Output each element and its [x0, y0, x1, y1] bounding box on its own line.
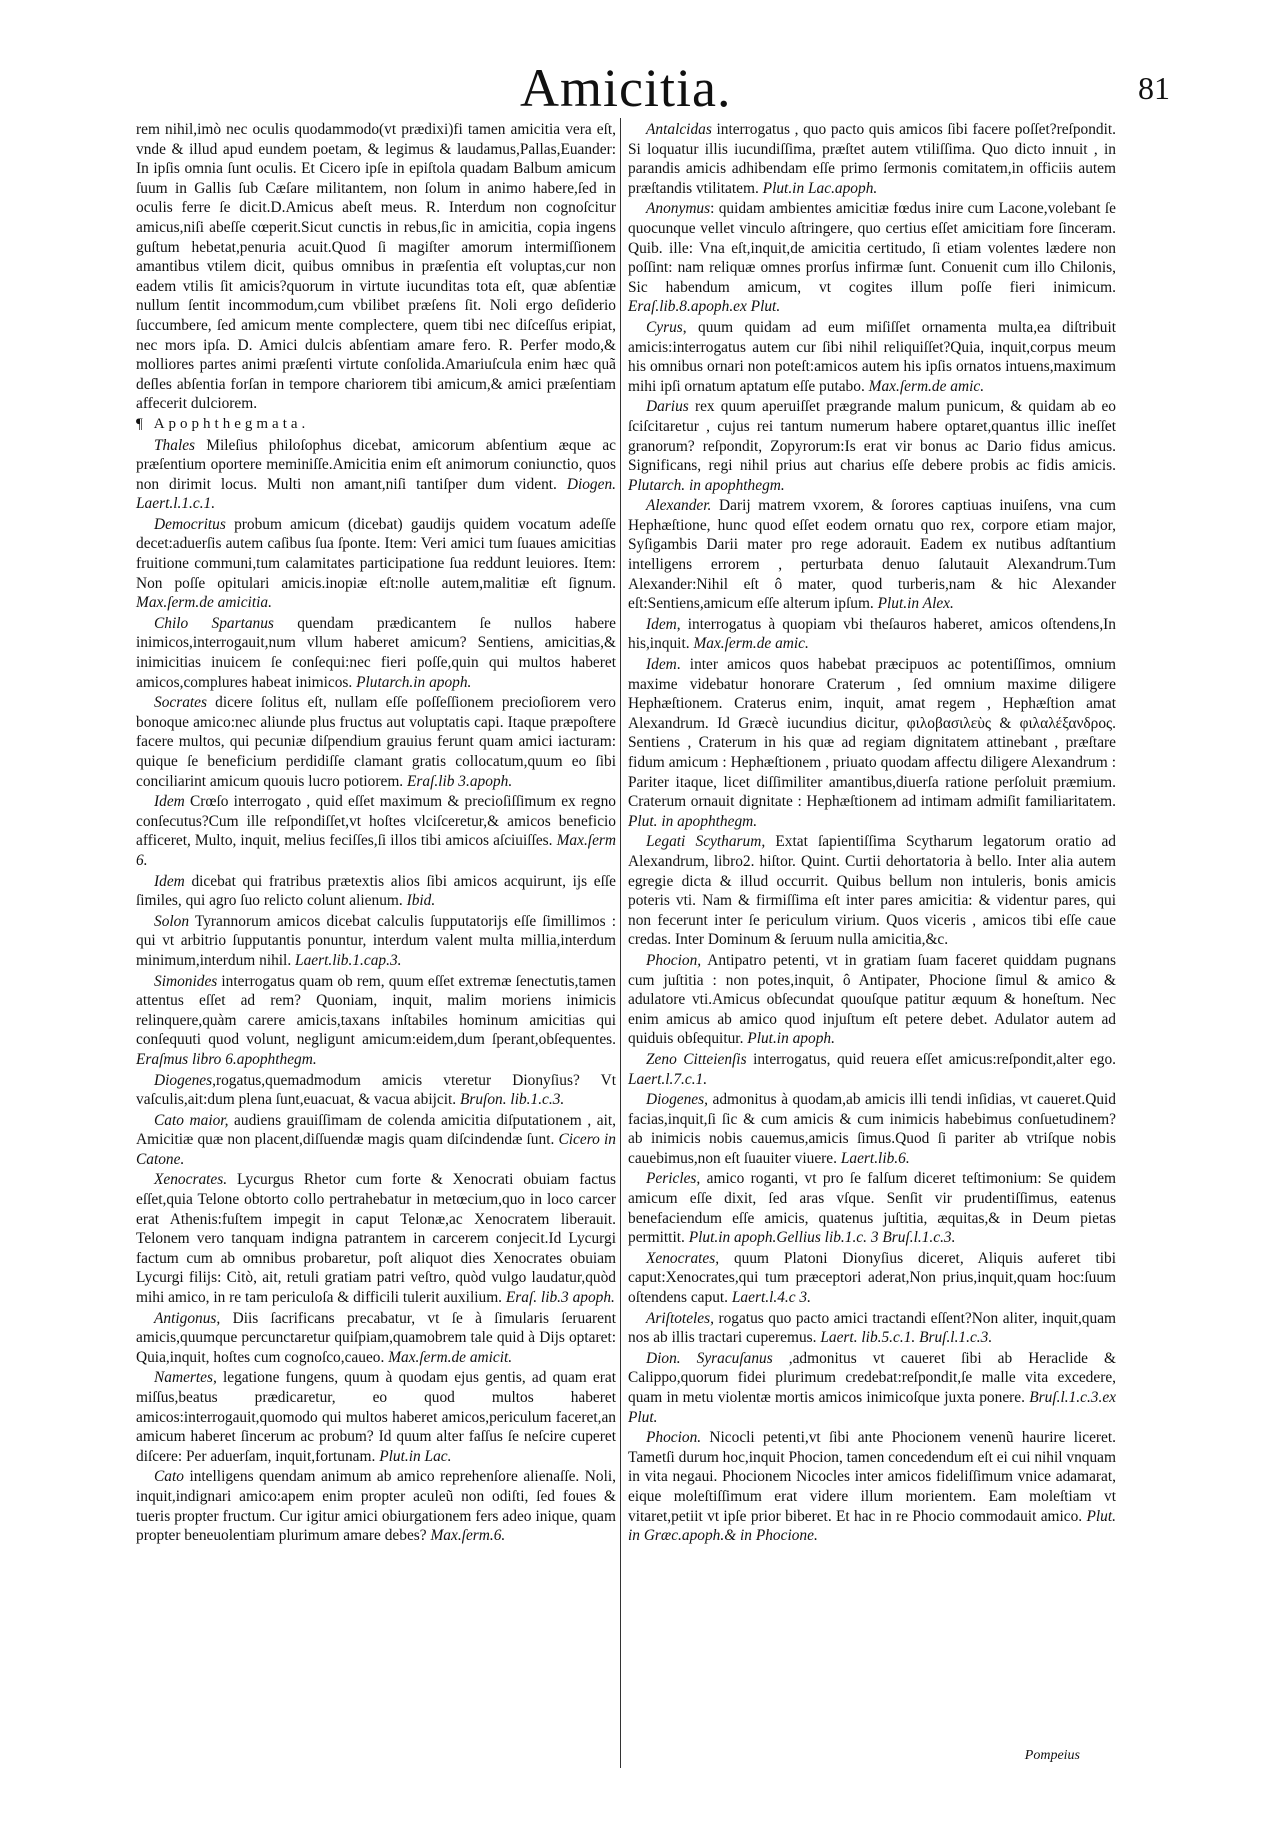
apophthegm-entry: [628, 496, 1116, 614]
apophthegm-entry: [136, 792, 616, 870]
entry-text: , interrogatus à quopiam vbi theſauros haberet, amicos oſtendens,In his,inquit.: [628, 615, 1116, 653]
apophthegm-entry: [628, 1169, 1116, 1247]
entry-text: , quum quidam ad eum miſiſſet ornamenta multa,ea diſtribuit amicis:interrogatus autem cur ſibi nihil reliquiſſet?Quia, inquit,corpus meum his omnibus ornari non poteſt:amicos autem his ipſis ornatos intuens,maximum mihi ipſi ornatum aptatum eſſe putabo.: [628, 318, 1116, 395]
entry-source-citation: Max.ſerm 6.: [136, 832, 616, 869]
apophthegm-entry: [628, 1090, 1116, 1168]
entry-text: legatione fungens, quum à quodam ejus gentis, ad quam erat miſſus,beatus prædicaretur, eo quod multos haberet amicos:interrogauit,quomodo qui multos haberet amicos,periculum faceret,an amicum haberet ſincerum ac probum? Id quum alter faſſus ſe neſcire cuperet diſcere: Per aduerſam, inquit,fortunam.: [136, 1369, 616, 1465]
entry-speaker: Antigonus,: [154, 1309, 221, 1327]
entry-source-citation: Laert. lib.5.c.1. Bruſ.l.1.c.3.: [820, 1329, 993, 1347]
entry-text: rex quum aperuiſſet prægrande malum punicum, & quidam ab eo ſciſcitaretur , cujus rei tantum numerum habere optaret,quantus illic ineſſet granorum? reſpondit, Zopyrorum:Is erat vir bonus ac Dario fidus amicus. Significans, regi nihil prius aut charius eſſe debere probis ac fidis amicis.: [628, 398, 1116, 475]
entry-source-citation: Plut. in Græc.apoph.& in Phocione.: [628, 1507, 1116, 1545]
entry-speaker: Diogenes,: [646, 1091, 708, 1109]
entry-text: audiens grauiſſimam de colenda amicitia diſputationem , ait, Amicitiæ quæ non placent,diſſuendæ magis quam diſcindendæ ſunt.: [136, 1111, 616, 1149]
entry-speaker: Antalcidas: [646, 121, 712, 138]
entry-text: ,admonitus vt caueret ſibi ab Heraclide & Calippo,quorum fidei plurimum credebat:reſpondit,ſe malle vita excedere, quam in metu violentæ mortis amicos inimicoſque juxta ponere.: [628, 1349, 1116, 1406]
entry-speaker: Chilo Spartanus: [154, 614, 274, 632]
entry-source-citation: Max.ſerm.de amic.: [693, 635, 809, 653]
entry-source-citation: Eraſ. lib.3 apoph.: [505, 1289, 615, 1307]
entry-text: ,rogatus,quemadmodum amicis vteretur Dionyſius? Vt vaſculis,ait:dum plena ſunt,euacuat, & vacua abijcit.: [136, 1071, 616, 1109]
entry-speaker: Anonymus: [646, 200, 711, 218]
apophthegm-entry: [136, 614, 616, 692]
entry-text: quendam prædicantem ſe nullos habere inimicos,interrogauit,num vllum haberet amicum? Sentiens, amicitias,& inimicitias inuicem ſe conſequi:nec fieri poſſe,quin qui multos haberet amicos,complures habeat inimicos.: [136, 614, 616, 691]
entry-speaker: Socrates: [154, 694, 208, 712]
entry-speaker: Thales: [154, 436, 196, 454]
apophthegm-entry: [136, 1467, 616, 1545]
entry-speaker: Darius: [646, 398, 689, 416]
running-title: Amicitia.: [520, 58, 732, 118]
entry-text: Tyrannorum amicos dicebat calculis ſupputatorijs eſſe ſimillimos : qui vt arbitrio ſupputantis ponuntur, interdum valent multa millia,interdum minimum,interdum nihil.: [136, 912, 616, 969]
entry-text: probum amicum (dicebat) gaudijs quidem vocatum adeſſe decet:aduerſis autem caſibus ſua ſponte. Item: Veri amici tum ſuaues amicitias fruitione communi,tum calamitates participatione ſua reddunt leuiores. Item: Non poſſe opitulari amicis.inopiæ eſt:nolle autem,malitiæ eſt ſignum.: [136, 515, 616, 592]
entry-source-citation: Plut.in Alex.: [877, 595, 954, 613]
apophthegm-entry: [136, 436, 616, 514]
entry-source-citation: Max.ſerm.de amicitia.: [136, 594, 272, 612]
entry-source-citation: Laert.l.4.c 3.: [731, 1289, 811, 1307]
entry-speaker: Idem: [646, 615, 677, 633]
entry-text: quum Platoni Dionyſius diceret, Aliquis auferet tibi caput:Xenocrates,qui tum præceptori aderat,Non prius,inquit,quam hoc:ſuum oſtendens caput.: [628, 1249, 1116, 1307]
entry-text: interrogatus quam ob rem, quum eſſet extremæ ſenectutis,tamen attentus eſſet ad rem? Quoniam, inquit, malim moriens inimicis relinquere,quàm carere amicis,taxans inſtabiles hominum amicitias qui conſequuti quod volunt, negligunt amicum:eidem,dum ſperant,obſequentes.: [136, 972, 616, 1049]
entry-speaker: Zeno Citteienſis: [646, 1050, 747, 1068]
entry-source-citation: Plutarch.in apoph.: [356, 673, 472, 691]
entry-speaker: Idem: [154, 793, 185, 811]
entry-text: amico roganti, vt pro ſe falſum diceret teſtimonium: Se quidem amicum eſſe dixit, ſed aras vſque. Senſit vir prudentiſſimus, eatenus benefaciendum eſſe amicis, quatenus juſtitia, æquitas,& in Deum pietas permittit.: [628, 1170, 1116, 1247]
entry-source-citation: Eraſ.lib.8.apoph.ex Plut.: [628, 298, 781, 316]
apophthegm-entry: [628, 655, 1116, 831]
apophthegm-entry: [136, 1170, 616, 1307]
apophthegm-entry: [628, 1309, 1116, 1348]
entry-speaker: Diogenes: [154, 1071, 213, 1089]
entry-source-citation: Diogen. Laert.l.1.c.1.: [136, 475, 616, 513]
entry-source-citation: Laert.lib.1.cap.3.: [295, 951, 402, 969]
page-header: [0, 58, 1261, 118]
entry-text: dicebat qui fratribus prætextis alios ſibi amicos acquirunt, ijs eſſe ſimiles, qui agro ſuo relicto colunt alienum.: [136, 872, 616, 910]
entry-speaker: Cyrus: [646, 318, 683, 336]
entry-speaker: Idem: [646, 656, 677, 674]
entry-source-citation: Plut. in apophthegm.: [628, 812, 758, 830]
apophthegm-entry: [628, 1349, 1116, 1427]
apophthegm-entry: [136, 912, 616, 971]
apophthegm-entry: [628, 615, 1116, 654]
column-divider: [620, 118, 621, 1768]
page-number: 81: [1138, 70, 1170, 106]
entry-speaker: Cato maior,: [154, 1111, 229, 1129]
catchword: Pompeius: [1024, 1748, 1080, 1763]
entry-source-citation: Laert.lib.6.: [840, 1149, 910, 1167]
entry-speaker: Pericles,: [646, 1170, 701, 1188]
apophthegm-entry: [628, 318, 1116, 396]
entry-text: rogatus quo pacto amici tractandi eſſent?Non aliter, inquit,quam nos ab illis tractari cuperemus.: [628, 1309, 1116, 1347]
entry-text: Nicocli petenti,vt ſibi ante Phocionem venenũ haurire liceret. Tametſi durum hoc,inquit Phocion, tamen concedendum eſt ei cui nihil vnquam in vita negaui. Phocionem Nicocles inter amicos fideliſſimum vnice adamarat, eique moleſtiſſimum erat videre illum morientem. Eam moleſtiam vt vitaret,petiit vt ipſe prior biberet. Et hac in re Phocio commodauit amico.: [628, 1429, 1116, 1525]
entry-speaker: Democritus: [154, 515, 226, 533]
apophthegm-entry: [136, 1071, 616, 1110]
entry-speaker: Phocion,: [646, 951, 702, 969]
entry-speaker: Namertes,: [154, 1369, 217, 1387]
apophthegm-entry: [628, 832, 1116, 950]
entry-text: interrogatus, quid reuera eſſet amicus:reſpondit,alter ego.: [746, 1050, 1116, 1068]
entry-text: Antipatro petenti, vt in gratiam ſuam faceret quiddam pugnans cum juſtitia : non potes,inquit, ô Antipater, Phocione ſimul & amico & adulatore vti.Amicus obſecundat quouſque patitur æquum & honeſtum. Nec enim amicus ab amico quod injuſtum eſt petere debet. Adulator autem ad quiduis obſequitur.: [628, 951, 1116, 1048]
entry-speaker: Phocion.: [646, 1429, 702, 1447]
entry-source-citation: Plut.in apoph.: [747, 1030, 835, 1048]
apophthegm-entry: [628, 120, 1116, 198]
entry-source-citation: Laert.l.7.c.1.: [628, 1070, 708, 1088]
entry-speaker: Xenocrates,: [646, 1249, 720, 1267]
entry-text: intelligens quendam animum ab amico reprehenſore alienaſſe. Noli, inquit,indignari amico:apem enim propter aculeũ non odiſti, ſed foues & tueris propter fructum. Cur igitur amici obiurgationem fers adeo inique, quam propter beneuolentiam plurimum amare debes?: [136, 1468, 616, 1545]
apophthegm-entry: [628, 1050, 1116, 1089]
entry-text: admonitus à quodam,ab amicis illi tendi inſidias, vt caueret.Quid facias,inquit,ſi ſic & cum amicis & cum inimicis habebimus conſuetudinem? ab inimicis nobis cauemus,amicis ſimus.Quod ſi pariter ab vtriſque nobis cauebimus,non eſt ſuauiter viuere.: [628, 1091, 1116, 1167]
entry-speaker: Alexander.: [646, 497, 712, 515]
entry-source-citation: Ibid.: [406, 892, 436, 910]
entry-speaker: Xenocrates.: [154, 1171, 228, 1189]
apophthegm-entry: [136, 872, 616, 911]
entry-source-citation: Plut.in Lac.apoph.: [762, 179, 878, 197]
entry-speaker: Idem: [154, 872, 185, 890]
entry-source-citation: Max.ſerm.de amic.: [868, 377, 985, 395]
entry-speaker: Dion. Syracuſanus: [646, 1349, 773, 1367]
entry-text: Mileſius philoſophus dicebat, amicorum abſentium æque ac præſentium oportere meminiſſe.Amicitia enim eſt animorum coniunctio, quos non dirimit locus. Multi non amant,niſi tantiſper dum vident.: [136, 436, 616, 493]
apophthegm-entry: [628, 199, 1116, 317]
entry-source-citation: Max.ſerm.6.: [430, 1527, 506, 1545]
entry-text: Diis ſacrificans precabatur, vt ſe à ſimularis ſeruarent amicis,quumque percunctaretur quiſpiam,quamobrem tale quid à Dijs optaret: Quia,inquit, hoſtes cum cognoſco,caueo.: [136, 1309, 616, 1366]
entry-text: Darij matrem vxorem, & ſorores captiuas inuiſens, vna cum Hephæſtione, hunc quod eſſet eodem ornatu quo rex, corpore etiam major, Syſigambis Darii mater pro rege adorauit. Eadem ex nutibus adſtantium intelligens errorem , perturbata denuo ſalutauit Alexandrum.Tum Alexander:Nihil eſt ô mater, quod turberis,nam & hic Alexander eſt:Sentiens,amicum eſſe alterum ipſum.: [628, 497, 1116, 613]
entry-speaker: Cato: [154, 1468, 184, 1486]
entry-text: : quidam ambientes amicitiæ fœdus inire cum Lacone,volebant ſe quocunque vellet vinculo aſtringere, quo certius eſſet amicitiam fore ſinceram. Quib. ille: Vna eſt,inquit,de amicitia certitudo, ſi etiam volentes lædere non poſſint: nam reliquæ omnes prorſus infirmæ ſunt. Conuenit cum illo Chilonis, Sic habendum amicum, vt cogites illum poſſe fieri inimicum.: [628, 200, 1116, 296]
entry-speaker: Simonides: [154, 972, 218, 990]
entry-text: Extat ſapientiſſima Scytharum legatorum oratio ad Alexandrum, libro2. hiſtor. Quint. Curtii dehortatoria à bello. Inter alia autem egregie dicta & illud occurrit. Quibus bellum non intuleris, bonis amicis poteris vti. Nam & firmiſſima eſt inter pares amicitia: & videntur pares, qui non fecerunt inter ſe periculum virium. Quos viceris , amicos tibi eſſe caue credas. Inter Dominum & ſeruum nulla amicitia,&c.: [628, 833, 1116, 949]
apophthegm-entry: [136, 1111, 616, 1170]
entry-source-citation: Bruſon. lib.1.c.3.: [459, 1091, 565, 1109]
apophthegm-entry: [136, 1368, 616, 1466]
apophthegm-entry: [136, 1309, 616, 1368]
entry-speaker: Legati Scytharum,: [646, 833, 766, 851]
apophthegm-entry: [628, 951, 1116, 1049]
entry-text: . inter amicos quos habebat præcipuos ac potentiſſimos, omnium maxime videbatur honorare Craterum , ſed omnium maxime diligere Hephæſtionem. Craterus enim, inquit, amat regem , Hephæſtion amat Alexandrum. Id Græcè iucundius dicitur, φιλοβασιλεὺς & φιλαλέξανδρος. Sentiens , Craterum in his quæ ad regiam dignitatem attinebant , præſtare fidum amicum : Hephæſtionem , priuato quodam affectu diligere Alexandrum : Pariter itaque, licet diſſimiliter amantibus,diuerſa ratione perſoluit præmium. Craterum ornauit dignitate : Hephæſtionem ad intimam admiſit familiaritatem.: [628, 656, 1116, 811]
entry-source-citation: Cicero in Catone.: [136, 1131, 616, 1168]
apophthegm-entry: [628, 1249, 1116, 1308]
entry-source-citation: Plutarch. in apophthegm.: [628, 476, 785, 494]
entry-speaker: Solon: [154, 912, 190, 930]
apophthegm-entry: [136, 972, 616, 1070]
entry-text: Lycurgus Rhetor cum forte & Xenocrati obuiam factus eſſet,quia Telone obtorto collo pertrahebatur in metœcium,quo in loco carcer erat Athenis:fuſtem impegit in caput Telonæ,ac Xenocratem liberauit. Telonem vero tanquam indigna patrantem in carcerem conjecit.Id Lycurgi factum cum ab omnibus probaretur, poſt aliquot dies Xenocrates obuiam Lycurgi filijs: Citò, ait, retuli gratiam patri veſtro, quòd vulgo laudatur,quòd mihi amico, in re tam periculoſa & difficili tulerit auxilium.: [136, 1171, 616, 1307]
entry-speaker: Ariſtoteles,: [646, 1309, 714, 1327]
entry-source-citation: Eraſmus libro 6.apophthegm.: [136, 1050, 317, 1068]
right-column: [628, 120, 1116, 1547]
entry-text: Crœſo interrogato , quid eſſet maximum & precioſiſſimum ex regno conſecutus?Cum ille reſpondiſſet,vt hoſtes vlciſceretur,& amicos beneficio afficeret, Multo, inquit, melius feciſſes,ſi illos tibi amicos aſciuiſſes.: [136, 793, 616, 850]
entry-source-citation: Eraſ.lib 3.apoph.: [407, 772, 513, 790]
entry-source-citation: Max.ſerm.de amicit.: [388, 1348, 513, 1366]
entry-text: interrogatus , quo pacto quis amicos ſibi facere poſſet?reſpondit. Si loquatur illis iucundiſſima, præſtet autem vtiliſſima. Quo dicto innuit , in parandis amicis adhibendam eſſe primo ſermonis comitatem,in officiis autem præſtandis vtilitatem.: [628, 121, 1116, 197]
entry-source-citation: Bruſ.l.1.c.3.ex Plut.: [628, 1389, 1116, 1426]
body-paragraph: rem nihil,imò nec oculis quodammodo(vt prædixi)fi tamen amicitia vera eſt, vnde & illud apud eundem poetam, & legimus & laudamus,Pallas,Euander: In ipſis omnia ſunt oculis. Et Cicero ipſe in epiſtola quadam Balbum amicum ſuum in Gallis ſub Cæſare militantem, non ſolum in animo habere,ſed in oculis ferre ſe dicit.D.Amicus abeſt meus. R. Interdum non cognoſcitur amicus,niſi abeſſe cœperit.Sicut cunctis in rebus,ſic in amicitia, copia ingens guſtum hebetat,penuria acuit.Quod ſi magiſter amorum intermiſſionem amantibus vtilem dicit, quibus omnibus in præſentia eſt voluptas,cur non eadem vtilis ſit amicis?quorum in virtute iucunditas tota eſt, quæ abſentiæ nullum ſentit incommodum,cum vbilibet præſens ſit. Noli ergo deſiderio ſuccumbere, ſed amicum mente complectere, quem tibi nec diſceſſus eripiat, nec mors ipſa. D. Amici dulcis abſentiam amare fero. R. Perfer modo,& molliores partes animi præſenti virtute conſolida.Amariuſcula enim hæc quã deſles abſentia forſan in tempore chariorem tibi amicum,& amici præſentiam affecerit dulciorem.: [136, 121, 616, 413]
apophthegm-entry: [628, 397, 1116, 495]
entry-text: dicere ſolitus eſt, nullam eſſe poſſeſſionem precioſiorem vero bonoque amico:nec aliunde plus fructus aut voluptatis capi. Itaque præpoſtere facere multos, qui pecuniæ diſpendium grauius ferunt quam amici iacturam: quique ſe beneficium perdidiſſe clamant gratis collocatum,quum eo ſibi conciliarint amicum quouis lucro potiorem.: [136, 694, 616, 790]
apophthegm-entry: [136, 693, 616, 791]
section-heading: ¶ Apophthegmata.: [136, 415, 310, 432]
left-column: [136, 120, 616, 1547]
apophthegm-entry: [136, 515, 616, 613]
entry-source-citation: Plut.in apoph.Gellius lib.1.c. 3 Bruſ.l.1.c.3.: [688, 1229, 956, 1247]
apophthegm-entry: [628, 1428, 1116, 1546]
entry-source-citation: Plut.in Lac.: [379, 1447, 452, 1465]
